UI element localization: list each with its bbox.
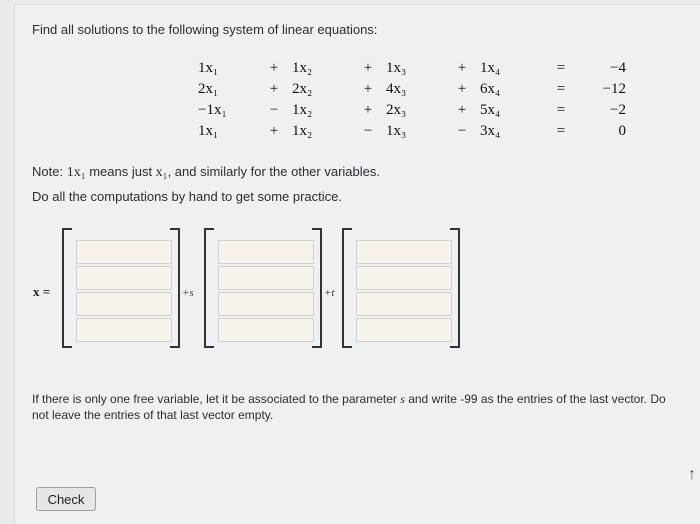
term: 1x₄ bbox=[480, 60, 501, 76]
term: 1x₂ bbox=[292, 102, 313, 118]
vector-particular bbox=[76, 240, 172, 344]
vector-entry-input[interactable] bbox=[218, 292, 314, 316]
vector-s bbox=[218, 240, 314, 344]
term: 2x₁ bbox=[198, 81, 219, 97]
term: 5x₄ bbox=[480, 102, 501, 118]
operator: + bbox=[457, 102, 467, 118]
term: 1x₂ bbox=[292, 60, 313, 76]
vector-entry-input[interactable] bbox=[76, 292, 172, 316]
equation-system bbox=[198, 58, 626, 142]
note-prefix: Note: bbox=[32, 164, 67, 179]
hint-part: and write -99 as the entries of the last vector. Do not leave the entries of that last vector empty. bbox=[32, 392, 666, 422]
check-button[interactable]: Check bbox=[36, 487, 96, 511]
equation-row bbox=[198, 121, 626, 142]
x-label: x = bbox=[33, 284, 51, 299]
operator: − bbox=[457, 123, 467, 139]
right-bracket bbox=[312, 228, 322, 348]
operator: − bbox=[269, 102, 279, 118]
rhs-value: −12 bbox=[602, 81, 626, 97]
operator: + bbox=[269, 60, 279, 76]
note-math: 1x₁ bbox=[66, 165, 86, 180]
rhs-value: 0 bbox=[618, 123, 626, 139]
term: −1x₁ bbox=[198, 102, 227, 118]
right-bracket bbox=[170, 228, 180, 348]
equals-sign: = bbox=[556, 123, 566, 139]
left-bracket bbox=[204, 228, 214, 348]
vector-entry-input[interactable] bbox=[218, 318, 314, 342]
note-text bbox=[32, 164, 380, 181]
rhs-value: −4 bbox=[610, 60, 626, 76]
operator: + bbox=[269, 123, 279, 139]
hint-param: s bbox=[400, 392, 405, 406]
vector-entry-input[interactable] bbox=[218, 266, 314, 290]
operator: + bbox=[457, 60, 467, 76]
term: 1x₃ bbox=[386, 60, 407, 76]
operator: − bbox=[363, 123, 373, 139]
rhs-value: −2 bbox=[610, 102, 626, 118]
hint-part: If there is only one free variable, let it be associated to the parameter bbox=[32, 392, 401, 406]
equation-row bbox=[198, 100, 626, 121]
left-bracket bbox=[62, 228, 72, 348]
hint-text bbox=[32, 391, 672, 423]
equation-row bbox=[198, 58, 626, 79]
equation-row bbox=[198, 79, 626, 100]
param-t-label: +t bbox=[324, 287, 335, 299]
operator: + bbox=[269, 81, 279, 97]
term: 6x₄ bbox=[480, 81, 501, 97]
vector-t bbox=[356, 240, 452, 344]
vector-entry-input[interactable] bbox=[356, 292, 452, 316]
term: 1x₁ bbox=[198, 123, 219, 139]
term: 2x₂ bbox=[292, 81, 313, 97]
note-middle: means just bbox=[85, 164, 156, 179]
operator: + bbox=[363, 102, 373, 118]
practice-text: Do all the computations by hand to get some practice. bbox=[32, 189, 343, 204]
operator: + bbox=[363, 81, 373, 97]
term: 1x₃ bbox=[386, 123, 407, 139]
note-math: x₁ bbox=[155, 165, 168, 180]
instructions-text: Find all solutions to the following system of linear equations: bbox=[32, 22, 378, 37]
right-bracket bbox=[450, 228, 460, 348]
vector-entry-input[interactable] bbox=[356, 240, 452, 264]
operator: + bbox=[457, 81, 467, 97]
vector-entry-input[interactable] bbox=[356, 318, 452, 342]
term: 4x₃ bbox=[386, 81, 407, 97]
term: 2x₃ bbox=[386, 102, 407, 118]
scroll-up-icon[interactable]: ↑ bbox=[688, 466, 696, 483]
equals-sign: = bbox=[556, 81, 566, 97]
vector-entry-input[interactable] bbox=[356, 266, 452, 290]
term: 3x₄ bbox=[480, 123, 501, 139]
vector-entry-input[interactable] bbox=[76, 266, 172, 290]
operator: + bbox=[363, 60, 373, 76]
left-bracket bbox=[342, 228, 352, 348]
equals-sign: = bbox=[556, 102, 566, 118]
param-s-label: +s bbox=[182, 287, 194, 299]
vector-entry-input[interactable] bbox=[76, 318, 172, 342]
note-suffix: , and similarly for the other variables. bbox=[167, 164, 380, 179]
equals-sign: = bbox=[556, 60, 566, 76]
term: 1x₁ bbox=[198, 60, 219, 76]
vector-entry-input[interactable] bbox=[218, 240, 314, 264]
term: 1x₂ bbox=[292, 123, 313, 139]
vector-entry-input[interactable] bbox=[76, 240, 172, 264]
